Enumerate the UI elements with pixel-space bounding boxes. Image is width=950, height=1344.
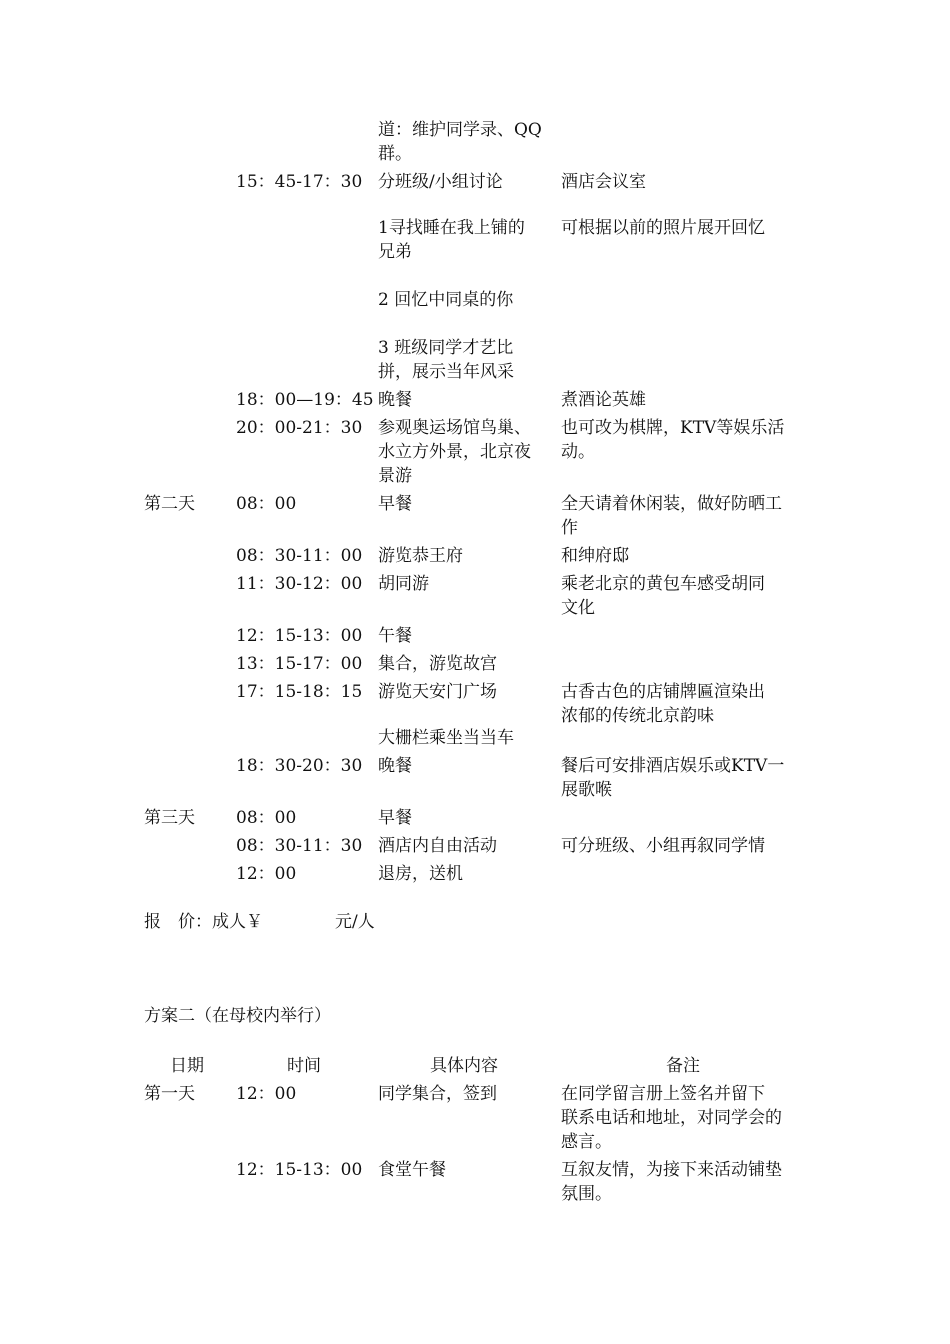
content-line: 参观奥运场馆鸟巢、 (378, 418, 531, 438)
content-line: 大栅栏乘坐当当车 (378, 728, 514, 748)
time-cell: 12：00 (236, 1084, 297, 1104)
time-cell: 08：30-11：30 (236, 836, 363, 856)
content-cell (378, 680, 553, 704)
note-line: 互叙友情，为接下来活动铺垫 (561, 1160, 782, 1180)
time-cell: 17：15-18：15 (236, 682, 363, 702)
note-line: 古香古色的店铺牌匾渲染出 (561, 682, 765, 702)
content-cell (378, 726, 553, 750)
note-line: 联系电话和地址，对同学会的 (561, 1108, 782, 1128)
time-cell: 18：30-20：30 (236, 756, 363, 776)
content-line: 2 回忆中同桌的你 (378, 290, 514, 310)
content-line: 胡同游 (378, 574, 429, 594)
content-line: 群。 (378, 144, 412, 164)
content-cell (378, 544, 553, 568)
content-cell (378, 1158, 553, 1182)
content-line: 午餐 (378, 626, 412, 646)
content-line: 游览恭王府 (378, 546, 463, 566)
note-line: 文化 (561, 598, 595, 618)
content-line: 景游 (378, 466, 412, 486)
content-line: 道：维护同学录、QQ (378, 120, 542, 140)
content-cell (378, 336, 553, 384)
note-cell (561, 216, 811, 240)
header-time: 时间 (287, 1056, 321, 1076)
content-cell (378, 388, 553, 412)
note-line: 作 (561, 518, 578, 538)
note-line: 全天请着休闲装，做好防晒工 (561, 494, 782, 514)
content-line: 游览天安门广场 (378, 682, 497, 702)
content-cell (378, 492, 553, 516)
note-cell (561, 170, 811, 194)
content-cell (378, 624, 553, 648)
content-cell (378, 170, 553, 194)
note-line: 餐后可安排酒店娱乐或KTV一 (561, 756, 785, 776)
note-line: 展歌喉 (561, 780, 612, 800)
content-line: 早餐 (378, 494, 412, 514)
content-line: 同学集合，签到 (378, 1084, 497, 1104)
time-cell: 11：30-12：00 (236, 574, 363, 594)
content-line: 拼，展示当年风采 (378, 362, 514, 382)
content-cell (378, 118, 553, 166)
time-cell: 20：00-21：30 (236, 418, 363, 438)
note-line: 可根据以前的照片展开回忆 (561, 218, 765, 238)
content-line: 食堂午餐 (378, 1160, 446, 1180)
time-cell: 12：15-13：00 (236, 1160, 363, 1180)
content-cell (378, 862, 553, 886)
note-cell (561, 754, 811, 802)
content-line: 集合，游览故宫 (378, 654, 497, 674)
note-cell (561, 492, 811, 540)
price-unit: 元/人 (335, 912, 375, 932)
header-content: 具体内容 (430, 1056, 498, 1076)
content-cell (378, 288, 553, 312)
content-line: 分班级/小组讨论 (378, 172, 503, 192)
header-date: 日期 (170, 1056, 204, 1076)
note-cell (561, 416, 811, 464)
note-line: 也可改为棋牌，KTV等娱乐活 (561, 418, 785, 438)
content-line: 退房，送机 (378, 864, 463, 884)
note-line: 动。 (561, 442, 595, 462)
note-line: 可分班级、小组再叙同学情 (561, 836, 765, 856)
content-cell (378, 216, 553, 264)
content-cell (378, 1082, 553, 1106)
note-cell (561, 1158, 811, 1206)
content-line: 晚餐 (378, 390, 412, 410)
note-line: 和绅府邸 (561, 546, 629, 566)
time-cell: 08：30-11：00 (236, 546, 363, 566)
day-cell: 第三天 (144, 808, 195, 828)
note-cell (561, 680, 811, 728)
note-line: 在同学留言册上签名并留下 (561, 1084, 765, 1104)
time-cell: 12：00 (236, 864, 297, 884)
content-line: 兄弟 (378, 242, 412, 262)
content-line: 酒店内自由活动 (378, 836, 497, 856)
note-cell (561, 1082, 811, 1154)
content-cell (378, 834, 553, 858)
note-cell (561, 834, 811, 858)
day-cell: 第一天 (144, 1084, 195, 1104)
time-cell: 08：00 (236, 808, 297, 828)
time-cell: 18：00—19：45 (236, 390, 374, 410)
content-line: 水立方外景，北京夜 (378, 442, 531, 462)
note-line: 氛围。 (561, 1184, 612, 1204)
price-line (144, 910, 375, 934)
content-cell (378, 572, 553, 596)
time-cell: 15：45-17：30 (236, 172, 363, 192)
content-line: 晚餐 (378, 756, 412, 776)
day-cell: 第二天 (144, 494, 195, 514)
time-cell: 08：00 (236, 494, 297, 514)
note-line: 酒店会议室 (561, 172, 646, 192)
note-cell (561, 544, 811, 568)
header-note: 备注 (666, 1056, 700, 1076)
content-cell (378, 754, 553, 778)
content-cell (378, 652, 553, 676)
note-cell (561, 572, 811, 620)
note-line: 煮酒论英雄 (561, 390, 646, 410)
note-cell (561, 388, 811, 412)
content-cell (378, 806, 553, 830)
time-cell: 13：15-17：00 (236, 654, 363, 674)
time-cell: 12：15-13：00 (236, 626, 363, 646)
plan-2-title: 方案二（在母校内举行） (144, 1006, 331, 1026)
content-line: 早餐 (378, 808, 412, 828)
note-line: 浓郁的传统北京韵味 (561, 706, 714, 726)
content-line: 3 班级同学才艺比 (378, 338, 514, 358)
content-cell (378, 416, 553, 488)
note-line: 乘老北京的黄包车感受胡同 (561, 574, 765, 594)
price-label: 报 价：成人￥ (144, 912, 263, 932)
content-line: 1寻找睡在我上铺的 (378, 218, 525, 238)
note-line: 感言。 (561, 1132, 612, 1152)
